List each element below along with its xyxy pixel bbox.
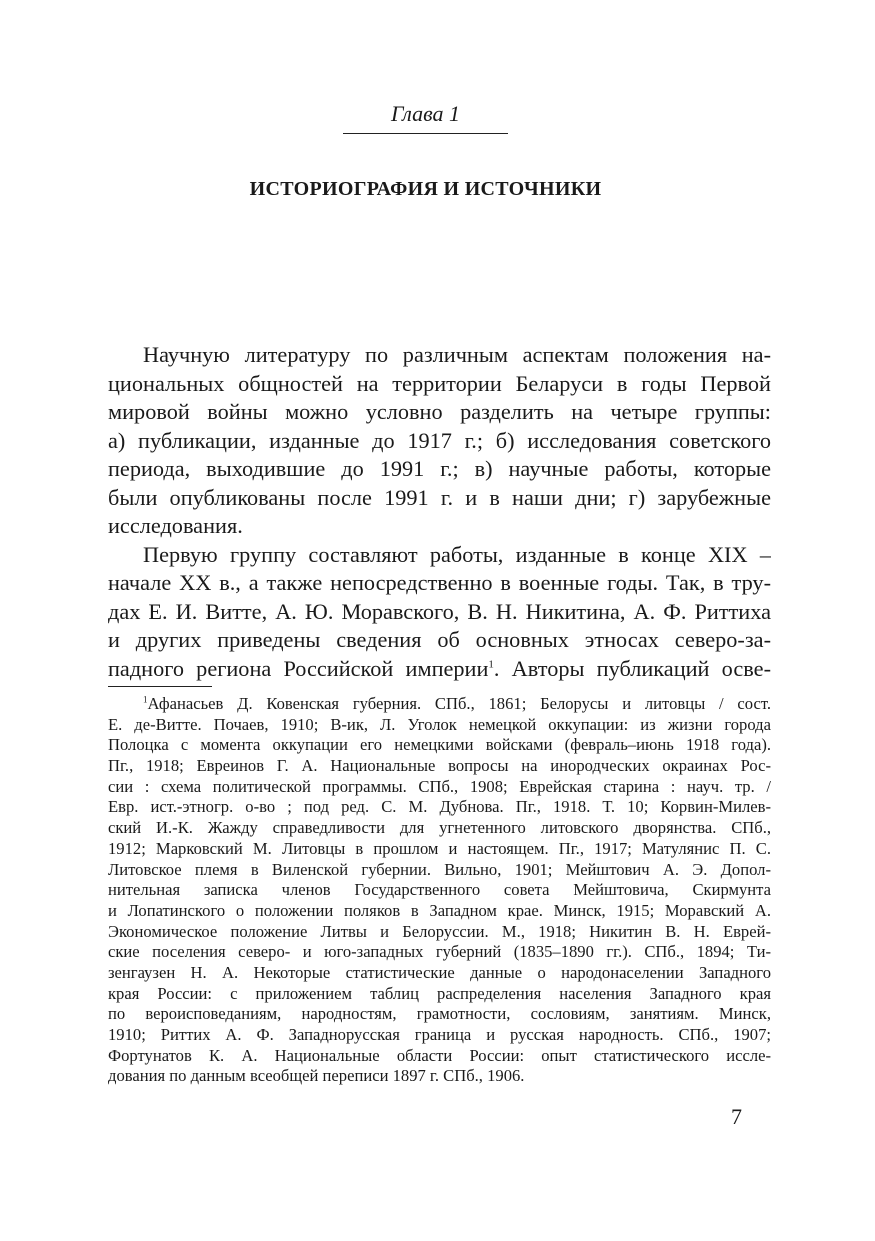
page-number: 7 — [731, 1104, 742, 1129]
body-line-text: падного региона Российской империи — [108, 655, 489, 681]
body-line: а) публикации, изданные до 1917 г.; б) исследования советского — [108, 427, 771, 453]
body-line: мировой войны можно условно разделить на четыре группы: — [108, 399, 771, 424]
footnote-line: зенгаузен Н. А. Некоторые статистические данные о народонаселении Западного — [108, 962, 771, 982]
body-line: и других приведены сведения об основных этносах северо-за- — [108, 627, 771, 652]
footnote-marker: 1 — [143, 694, 148, 705]
footnote-line: Литовское племя в Виленской губернии. Вильно, 1901; Мейштович А. Э. Допол- — [108, 859, 771, 879]
footnote-line: дования по данным всеобщей переписи 1897 г. СПб., 1906. — [108, 1066, 525, 1086]
footnote-line — [108, 694, 771, 715]
body-line: начале XX в., а также непосредственно в военные годы. Так, в тру- — [108, 570, 771, 595]
footnote-line: Пг., 1918; Евреинов Г. А. Национальные вопросы на инородческих окраинах Рос- — [108, 756, 771, 776]
footnote-line: Фортунатов К. А. Национальные области России: опыт статистического иссле- — [108, 1045, 771, 1065]
footnote-ref: 1 — [488, 658, 494, 671]
body-line: дах Е. И. Витте, А. Ю. Моравского, В. Н. Никитина, А. Ф. Риттиха — [108, 598, 771, 624]
footnote-line: Экономическое положение Литвы и Белоруссии. М., 1918; Никитин В. Н. Еврей- — [108, 921, 771, 941]
footnote-line: 1910; Риттих А. Ф. Западнорусская граница и русская народность. СПб., 1907; — [108, 1025, 771, 1044]
footnote-separator — [108, 686, 212, 687]
footnote-line: Полоцка с момента оккупации его немецкими войсками (февраль–июнь 1918 года). — [108, 735, 771, 755]
footnote-line: ские поселения северо- и юго-западных губерний (1835–1890 гг.). СПб., 1894; Ти- — [108, 942, 771, 962]
body-line: циональных общностей на территории Беларуси в годы Первой — [108, 370, 771, 396]
footnote-line: края России: с приложением таблиц распределения населения Западного края — [108, 983, 771, 1003]
footnote-line: Евр. ист.-этногр. о-во ; под ред. С. М. Дубнова. Пг., 1918. Т. 10; Корвин-Милев- — [108, 797, 771, 817]
body-line-text: . Авторы публикаций осве- — [493, 655, 771, 681]
body-line: были опубликованы после 1991 г. и в наши дни; г) зарубежные — [108, 484, 771, 510]
footnote-line: и Лопатинского о положении поляков в Западном крае. Минск, 1915; Моравский А. — [108, 900, 771, 920]
footnote-line-text: Афанасьев Д. Ковенская губерния. СПб., 1861; Белорусы и литовцы / сост. — [147, 694, 771, 713]
body-line: Научную литературу по различным аспектам положения на- — [143, 342, 771, 367]
body-line: Первую группу составляют работы, изданные в конце XIX – — [143, 541, 771, 567]
footnote-line: сии : схема политической программы. СПб., 1908; Еврейская старина : науч. тр. / — [108, 776, 771, 796]
footnote-line: Е. де-Витте. Почаев, 1910; В-ик, Л. Уголок немецкой оккупации: из жизни города — [108, 714, 771, 734]
footnote-line: нительная записка членов Государственного совета Мейштовича, Скирмунта — [108, 880, 771, 900]
chapter-underline — [343, 133, 508, 134]
body-line: периода, выходившие до 1991 г.; в) научные работы, которые — [108, 456, 771, 481]
footnote-line: ский И.-К. Жажду справедливости для угнетенного литовского дворянства. СПб., — [108, 818, 771, 838]
footnote — [108, 694, 771, 1087]
footnote-line: по вероисповеданиям, народностям, грамотности, сословиям, занятиям. Минск, — [108, 1004, 771, 1024]
body-text — [108, 341, 771, 683]
body-line — [108, 655, 771, 684]
chapter-label: Глава 1 — [390, 101, 461, 126]
chapter-title: ИСТОРИОГРАФИЯ И ИСТОЧНИКИ — [249, 178, 602, 200]
footnote-line: 1912; Марковский М. Литовцы в прошлом и настоящем. Пг., 1917; Матулянис П. С. — [108, 838, 771, 858]
body-line: исследования. — [108, 513, 243, 538]
